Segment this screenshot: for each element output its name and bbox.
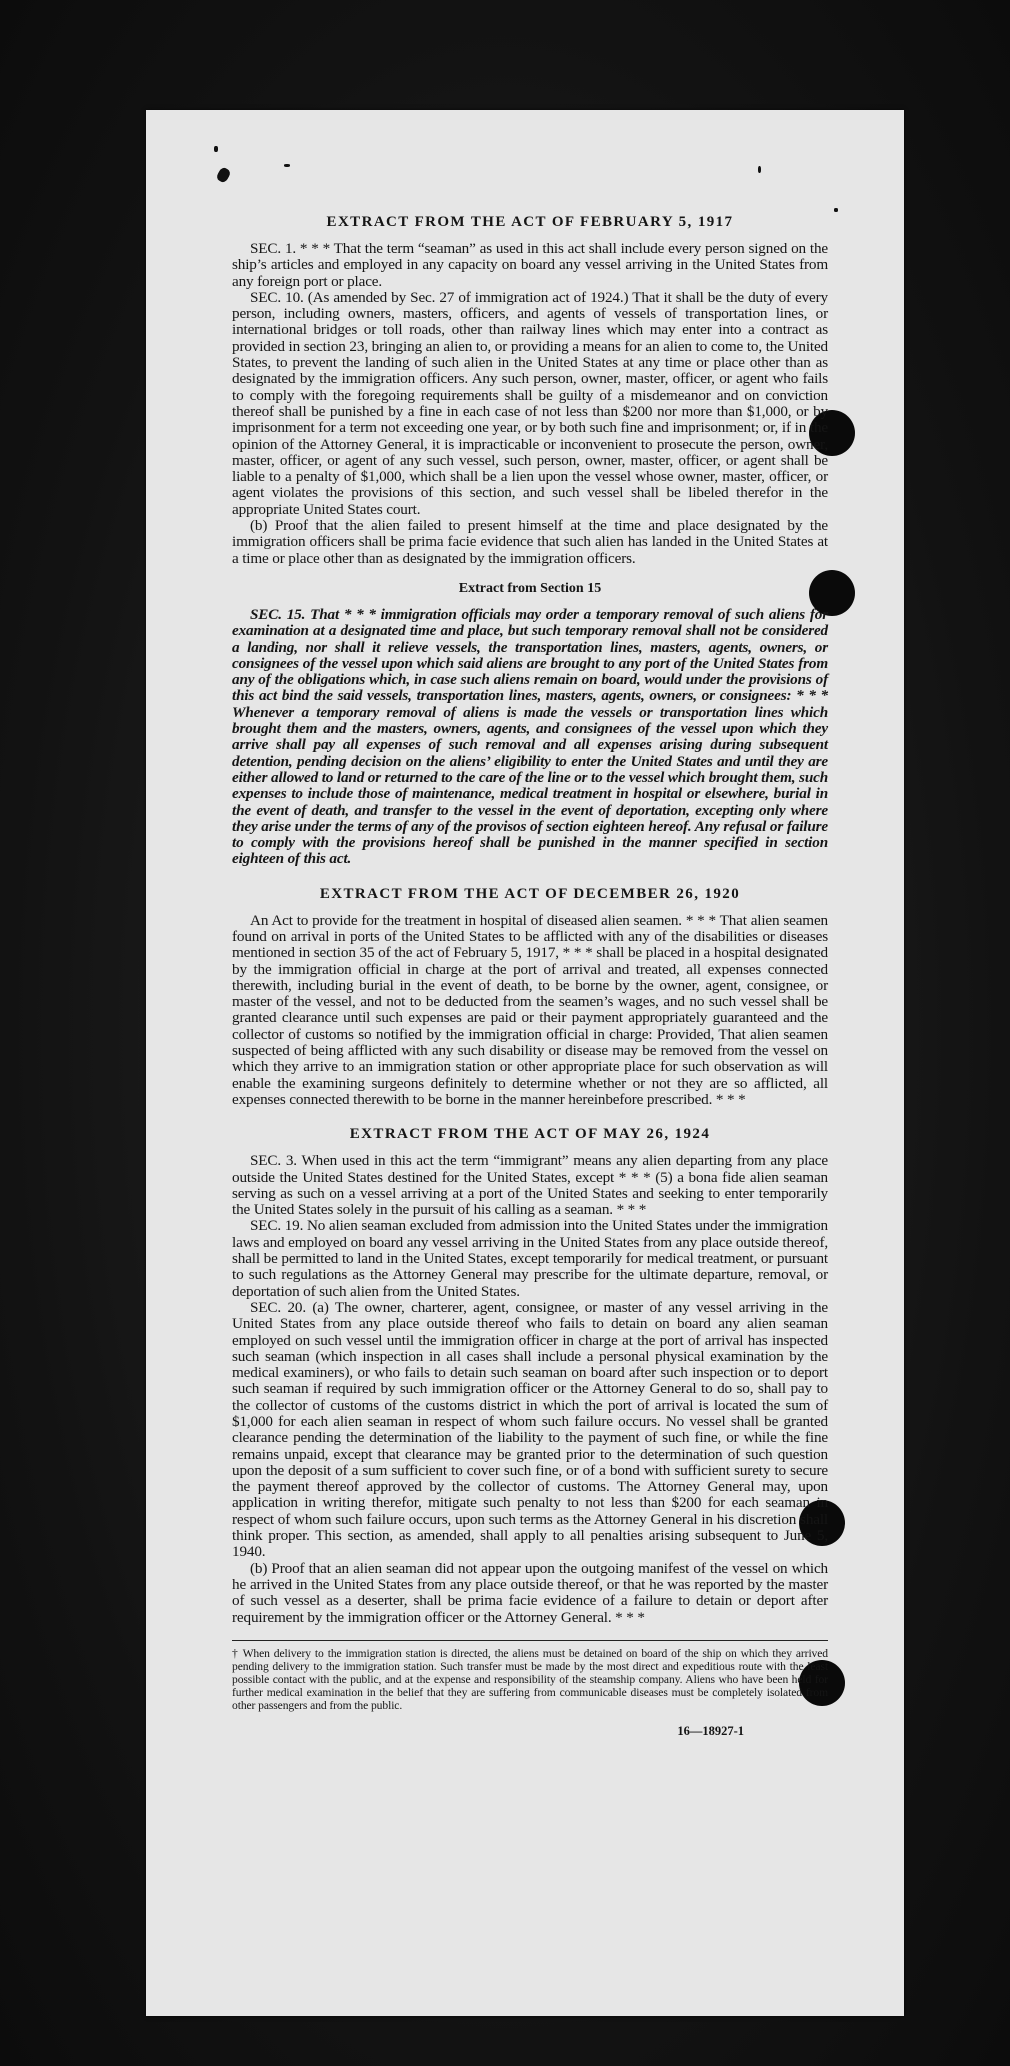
section-title: EXTRACT FROM THE ACT OF MAY 26, 1924 — [349, 1126, 711, 1143]
section-title: EXTRACT FROM THE ACT OF FEBRUARY 5, 1917 — [326, 214, 734, 230]
scan-speck — [758, 166, 761, 173]
paragraph: (b) Proof that an alien seaman did not appear upon the outgoing manifest of the vessel on which he arrived in the United States from any place outside thereof, or that he was reported by the master of such vessel as a deserter, shall be prima facie evidence of a failure to detain or deport after requirement by the immigration officer or the Attorney General. * * * — [232, 1559, 828, 1626]
scan-speck — [215, 166, 232, 184]
paragraph: SEC. 3. When used in this act the term “immigrant” means any alien departing from any place outside the United States destined for the United States, except * * * (5) a bona fide alien seaman serving as such on a vessel arriving at a port of the United States and seeking to enter temporarily the United States solely in the pursuit of his calling as a seaman. * * * — [232, 1152, 828, 1219]
scan-speck — [284, 164, 290, 167]
scan-speck — [834, 208, 838, 212]
scan-speck — [214, 146, 218, 152]
paragraph: SEC. 1. * * * That the term “seaman” as used in this act shall include every person signed on the ship’s articles and employed in any capacity on board any vessel arriving in the United States from any foreign port or place. — [232, 240, 828, 290]
paragraph: SEC. 15. That * * * immigration officials may order a temporary removal of such aliens for examination at a designated time and place, but such temporary removal shall not be considered a landing, nor shall it relieve vessels, the transportation lines, masters, agents, owners, or consignees of the vessel upon which said aliens are brought to any port of the United States from any of the obligations which, in case such aliens remain on board, would under the provisions of this act bind the said vessels, transportation lines, masters, agents, owners, or consignees: * * * Whenever a temporary removal of aliens is made the vessels or transportation lines which brought them and the masters, owners, agents, and consignees of the vessel upon which they arrive shall pay all expenses of such removal and all expenses arising during subsequent detention, pending decision on the aliens’ eligibility to enter the United States and until they are either allowed to land or returned to the care of the line or to the vessel which brought them, such expenses to include those of maintenance, medical treatment in hospital or elsewhere, burial in the event of death, and transfer to the vessel in the event of deportation, excepting only where they arise under the terms of any of the provisos of section eighteen hereof. Any refusal or failure to comply with the provisions hereof shall be punished in the manner specified in section eighteen of this act. — [232, 605, 828, 868]
paragraph: (b) Proof that the alien failed to present himself at the time and place designated by the immigration officers shall be prima facie evidence that such alien has landed in the United States at a time or place other than as designated by the immigration officers. — [232, 517, 828, 567]
document-number: 16—18927-1 — [677, 1723, 744, 1738]
section-title: Extract from Section 15 — [458, 580, 602, 596]
document-body — [232, 212, 828, 1739]
paragraph: SEC. 10. (As amended by Sec. 27 of immigration act of 1924.) That it shall be the duty of every person, including owners, masters, officers, and agents of vessels of transportation lines, or international bridges or toll roads, other than railway lines which may enter into a contract as provided in section 23, bringing an alien to, or providing a means for an alien to come to, the United States, to prevent the landing of such alien in the United States at any time or place other than as designated by the immigration officers. Any such person, owner, master, officer, or agent who fails to comply with the foregoing requirements shall be guilty of a misdemeanor and on conviction thereof shall be punished by a fine in each case of not less than $200 nor more than $1,000, or by imprisonment for a term not exceeding one year, or by both such fine and imprisonment; or, if in the opinion of the Attorney General, it is impracticable or inconvenient to prosecute the person, owner, master, officer, or agent of any such vessel, such person, owner, master, officer, or agent shall be liable to a penalty of $1,000, which shall be a lien upon the vessel whose owner, master, officer, or agent violates the provisions of this section, and such vessel shall be libeled therefor in the appropriate United States court. — [232, 288, 828, 518]
document-page — [146, 110, 904, 2016]
footnote-divider — [232, 1640, 828, 1641]
footnote: † When delivery to the immigration station is directed, the aliens must be detained on board of the ship on which they arrived pending delivery to the immigration station. Such transfer must be made by the most direct and expeditious route with the least possible contact with the public, and at the expense and responsibility of the steamship company. Aliens who have been held for further medical examination in the belief that they are suffering from communicable diseases must be completely isolated from other passengers and from the public. — [232, 1646, 828, 1712]
paragraph: SEC. 19. No alien seaman excluded from admission into the United States under the immigration laws and employed on board any vessel arriving in the United States from any place outside thereof, shall be permitted to land in the United States, except temporarily for medical treatment, or pursuant to such regulations as the Attorney General may prescribe for the ultimate departure, removal, or deportation of such alien from the United States. — [232, 1217, 828, 1300]
section-title: EXTRACT FROM THE ACT OF DECEMBER 26, 1920 — [319, 885, 741, 902]
paragraph: An Act to provide for the treatment in hospital of diseased alien seamen. * * * That alien seamen found on arrival in ports of the United States to be afflicted with any of the disabilities or diseases mentioned in section 35 of the act of February 5, 1917, * * * shall be placed in a hospital designated by the immigration official in charge at the port of arrival and treated, all expenses connected therewith, including burial in the event of death, to be borne by the owner, agent, consignee, or master of the vessel, and not to be deducted from the seamen’s wages, and no such vessel shall be granted clearance until such expenses are paid or their payment appropriately guaranteed and the collector of customs so notified by the immigration official in charge: Provided, That alien seamen suspected of being afflicted with any such disability or disease may be removed from the vessel on which they arrive to an immigration station or other appropriate place for such observation as will enable the examining surgeons definitely to determine whether or not they are so afflicted, all expenses connected therewith to be borne in the manner hereinbefore prescribed. * * * — [232, 911, 828, 1108]
paragraph: SEC. 20. (a) The owner, charterer, agent, consignee, or master of any vessel arriving in the United States from any place outside thereof who fails to detain on board any alien seaman employed on such vessel until the immigration officer in charge at the port of arrival has inspected such seaman (which inspection in all cases shall include a personal physical examination by the medical examiners), or who fails to detain such seaman on board after such inspection or to deport such seaman if required by such immigration officer or the Attorney General to do so, shall pay to the collector of customs of the customs district in which the port of arrival is located the sum of $1,000 for each alien seaman in respect of whom such failure occurs. No vessel shall be granted clearance pending the determination of the liability to the payment of such fine, or while the fine remains unpaid, except that clearance may be granted prior to the determination of such question upon the deposit of a sum sufficient to cover such fine, or of a bond with sufficient surety to secure the payment thereof approved by the collector of customs. The Attorney General may, upon application in writing therefor, mitigate such penalty to not less than $200 for each seaman in respect of whom such failure occurs, upon such terms as the Attorney General in his discretion shall think proper. This section, as amended, shall apply to all penalties arising subsequent to June 5, 1940. — [232, 1298, 828, 1561]
